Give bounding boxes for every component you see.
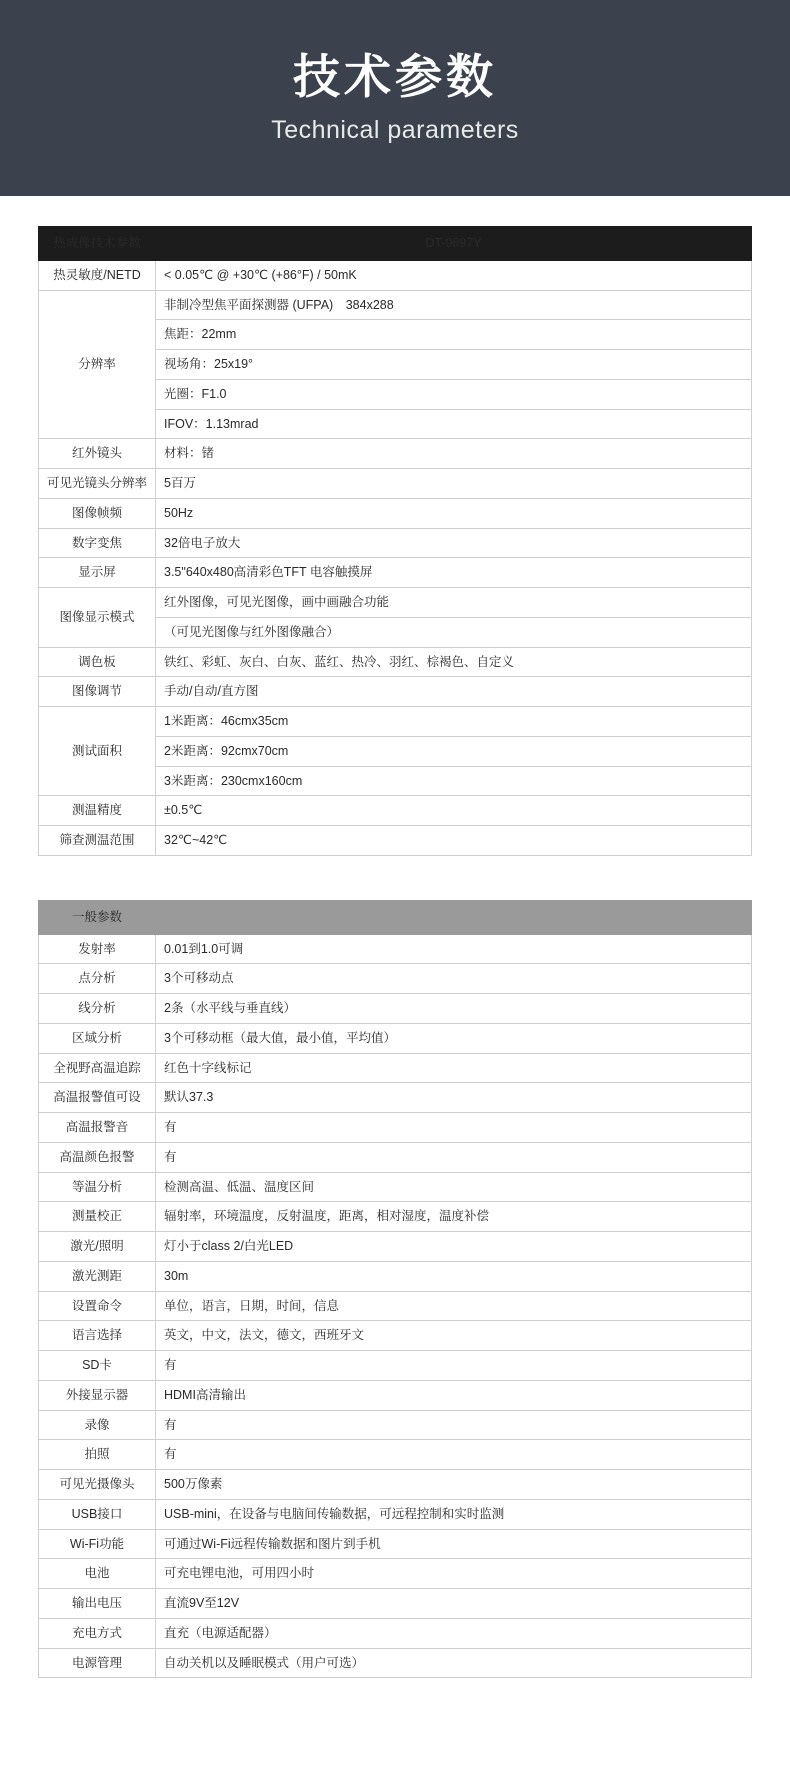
table-row <box>39 1440 752 1470</box>
table-row <box>39 1053 752 1083</box>
row-value: 可充电锂电池，可用四小时 <box>156 1559 752 1589</box>
row-label: 图像显示模式 <box>39 588 156 648</box>
row-value: 有 <box>156 1410 752 1440</box>
table-row <box>39 1589 752 1619</box>
thermal-spec-table-wrap <box>38 226 752 856</box>
row-value: 视场角：25x19° <box>156 350 752 380</box>
row-label: 高温报警音 <box>39 1113 156 1143</box>
general-spec-table <box>38 900 752 1679</box>
row-value: 0.01到1.0可调 <box>156 934 752 964</box>
row-value: 英文，中文，法文，德文，西班牙文 <box>156 1321 752 1351</box>
table1-header-label: 热成像技术参数 <box>39 227 156 261</box>
table-row <box>39 964 752 994</box>
row-value: 3个可移动点 <box>156 964 752 994</box>
table-row <box>39 934 752 964</box>
row-value: 有 <box>156 1113 752 1143</box>
table-row <box>39 1380 752 1410</box>
row-label: 红外镜头 <box>39 439 156 469</box>
page-banner <box>0 0 790 196</box>
table-row <box>39 290 752 320</box>
row-value: 50Hz <box>156 498 752 528</box>
table-row <box>39 1648 752 1678</box>
row-label: 图像调节 <box>39 677 156 707</box>
row-value: 焦距：22mm <box>156 320 752 350</box>
row-label: 高温颜色报警 <box>39 1142 156 1172</box>
row-value: 非制冷型焦平面探测器 (UFPA) 384x288 <box>156 290 752 320</box>
row-label: 全视野高温追踪 <box>39 1053 156 1083</box>
row-value: 500万像素 <box>156 1470 752 1500</box>
table-row <box>39 1529 752 1559</box>
table-row <box>39 1083 752 1113</box>
row-label: 录像 <box>39 1410 156 1440</box>
row-value: 3.5"640x480高清彩色TFT 电容触摸屏 <box>156 558 752 588</box>
row-label: 输出电压 <box>39 1589 156 1619</box>
row-label: 拍照 <box>39 1440 156 1470</box>
table-row <box>39 1261 752 1291</box>
row-label: 电池 <box>39 1559 156 1589</box>
table-row <box>39 1291 752 1321</box>
row-value: 铁红、彩虹、灰白、白灰、蓝红、热冷、羽红、棕褐色、自定义 <box>156 647 752 677</box>
row-value: 自动关机以及睡眠模式（用户可选） <box>156 1648 752 1678</box>
row-value: 3米距离：230cmx160cm <box>156 766 752 796</box>
table-row <box>39 1232 752 1262</box>
table-row <box>39 498 752 528</box>
table-row <box>39 1142 752 1172</box>
row-value: 32℃~42℃ <box>156 826 752 856</box>
row-value: 红色十字线标记 <box>156 1053 752 1083</box>
table-row <box>39 647 752 677</box>
row-value: < 0.05℃ @ +30℃ (+86°F) / 50mK <box>156 260 752 290</box>
table-row <box>39 1023 752 1053</box>
row-label: 调色板 <box>39 647 156 677</box>
table-row <box>39 994 752 1024</box>
row-label: 可见光镜头分辨率 <box>39 469 156 499</box>
row-value: 辐射率，环境温度，反射温度，距离，相对湿度，温度补偿 <box>156 1202 752 1232</box>
row-label: 高温报警值可设 <box>39 1083 156 1113</box>
table-row <box>39 1410 752 1440</box>
row-value: 2米距离：92cmx70cm <box>156 736 752 766</box>
thermal-spec-table <box>38 226 752 856</box>
row-label: 外接显示器 <box>39 1380 156 1410</box>
row-label: 激光/照明 <box>39 1232 156 1262</box>
row-value: 检测高温、低温、温度区间 <box>156 1172 752 1202</box>
row-label: 激光测距 <box>39 1261 156 1291</box>
row-value: 有 <box>156 1142 752 1172</box>
table-row <box>39 1202 752 1232</box>
table-row <box>39 677 752 707</box>
general-spec-table-wrap <box>38 900 752 1679</box>
page-subtitle: Technical parameters <box>271 116 519 145</box>
row-value: ±0.5℃ <box>156 796 752 826</box>
table-row <box>39 1113 752 1143</box>
table-row <box>39 707 752 737</box>
table-row <box>39 588 752 618</box>
row-value: 红外图像，可见光图像，画中画融合功能 <box>156 588 752 618</box>
table-row <box>39 1321 752 1351</box>
table-row <box>39 558 752 588</box>
row-label: 测量校正 <box>39 1202 156 1232</box>
row-value: 2条（水平线与垂直线） <box>156 994 752 1024</box>
row-value: 直充（电源适配器） <box>156 1618 752 1648</box>
spacer-top <box>0 196 790 226</box>
table-header-row <box>39 900 752 934</box>
table-row <box>39 260 752 290</box>
row-value: （可见光图像与红外图像融合） <box>156 617 752 647</box>
row-label: SD卡 <box>39 1351 156 1381</box>
row-label: 充电方式 <box>39 1618 156 1648</box>
row-value: 有 <box>156 1440 752 1470</box>
row-value: 32倍电子放大 <box>156 528 752 558</box>
row-value: 灯小于class 2/白光LED <box>156 1232 752 1262</box>
row-label: 分辨率 <box>39 290 156 439</box>
row-value: 材料：锗 <box>156 439 752 469</box>
row-label: USB接口 <box>39 1499 156 1529</box>
row-value: 3个可移动框（最大值，最小值，平均值） <box>156 1023 752 1053</box>
row-value: 光圈：F1.0 <box>156 379 752 409</box>
row-label: Wi-Fi功能 <box>39 1529 156 1559</box>
row-label: 线分析 <box>39 994 156 1024</box>
row-label: 可见光摄像头 <box>39 1470 156 1500</box>
row-label: 点分析 <box>39 964 156 994</box>
row-label: 电源管理 <box>39 1648 156 1678</box>
row-label: 显示屏 <box>39 558 156 588</box>
row-value: IFOV：1.13mrad <box>156 409 752 439</box>
row-value: 手动/自动/直方图 <box>156 677 752 707</box>
table2-header-label: 一般参数 <box>39 900 156 934</box>
row-value: HDMI高清输出 <box>156 1380 752 1410</box>
table-row <box>39 826 752 856</box>
table-row <box>39 528 752 558</box>
row-value: USB-mini，在设备与电脑间传输数据，可远程控制和实时监测 <box>156 1499 752 1529</box>
table-row <box>39 1499 752 1529</box>
row-label: 测试面积 <box>39 707 156 796</box>
row-value: 1米距离：46cmx35cm <box>156 707 752 737</box>
table2-header-value <box>156 900 752 934</box>
row-label: 筛查测温范围 <box>39 826 156 856</box>
row-value: 5百万 <box>156 469 752 499</box>
table-row <box>39 1470 752 1500</box>
table-row <box>39 796 752 826</box>
row-value: 可通过Wi-Fi远程传输数据和图片到手机 <box>156 1529 752 1559</box>
row-label: 数字变焦 <box>39 528 156 558</box>
table-row <box>39 1559 752 1589</box>
table-row <box>39 469 752 499</box>
row-value: 单位，语言，日期，时间，信息 <box>156 1291 752 1321</box>
table-header-row <box>39 227 752 261</box>
spacer-bottom <box>0 1678 790 1778</box>
row-label: 图像帧频 <box>39 498 156 528</box>
spacer-between-tables <box>0 856 790 900</box>
table-row <box>39 1351 752 1381</box>
row-label: 设置命令 <box>39 1291 156 1321</box>
row-value: 30m <box>156 1261 752 1291</box>
row-value: 有 <box>156 1351 752 1381</box>
page-title: 技术参数 <box>293 50 497 104</box>
row-label: 等温分析 <box>39 1172 156 1202</box>
row-label: 发射率 <box>39 934 156 964</box>
row-value: 默认37.3 <box>156 1083 752 1113</box>
row-label: 区域分析 <box>39 1023 156 1053</box>
row-label: 测温精度 <box>39 796 156 826</box>
table-row <box>39 1618 752 1648</box>
table-row <box>39 439 752 469</box>
table-row <box>39 1172 752 1202</box>
row-label: 热灵敏度/NETD <box>39 260 156 290</box>
table1-header-value: DT-9897Y <box>156 227 752 261</box>
row-value: 直流9V至12V <box>156 1589 752 1619</box>
row-label: 语言选择 <box>39 1321 156 1351</box>
